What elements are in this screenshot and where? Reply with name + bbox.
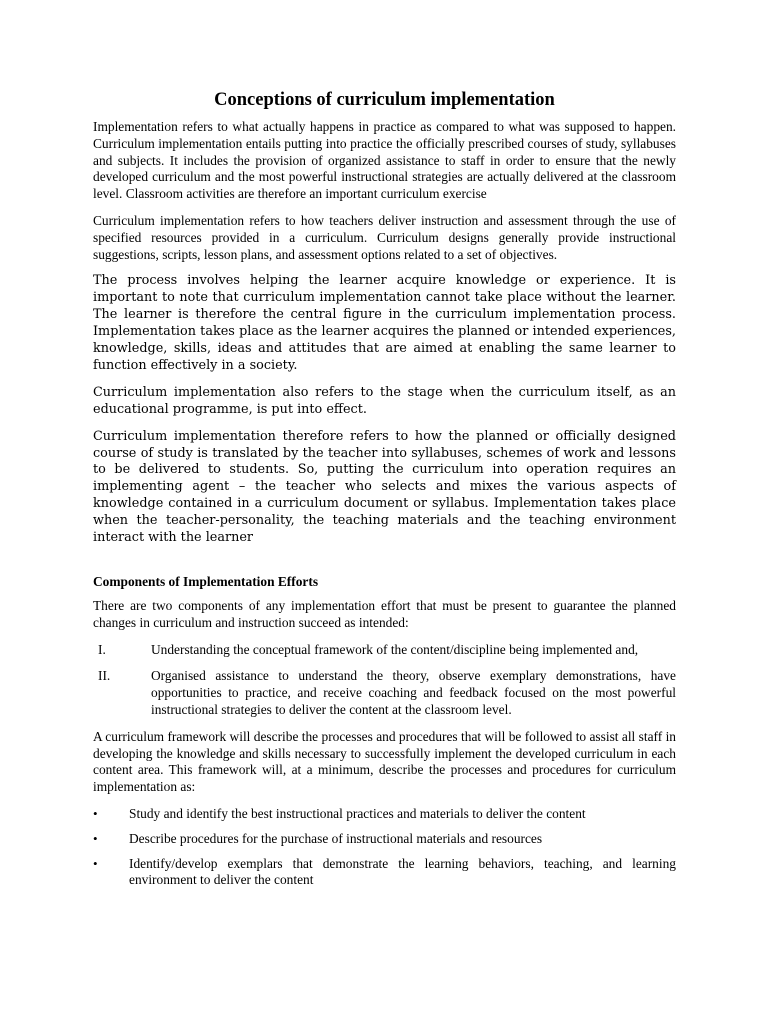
paragraph-stage: Curriculum implementation also refers to the stage when the curriculum itself, as an educational programme, is put into effect. <box>93 384 676 417</box>
list-item <box>93 668 676 718</box>
list-item-text: Organised assistance to understand the theory, observe exemplary demonstrations, have opportunities to practice, and receive coaching and feedback focused on the most powerful instructional strategies to deliver the content at the classroom level. <box>151 668 676 717</box>
paragraph-implementation-definition: Implementation refers to what actually happens in practice as compared to what was supposed to happen. Curriculum implementation entails putting into practice the officially prescribed courses of study, syllabuses and subjects. It includes the provision of organized assistance to staff in order to ensure that the newly developed curriculum and the most powerful instructional strategies are actually delivered at the classroom level. Classroom activities are therefore an important curriculum exercise <box>93 119 676 202</box>
section-heading: Components of Implementation Efforts <box>93 573 319 589</box>
bullet-item <box>93 806 676 823</box>
paragraph-learner-process: The process involves helping the learner acquire knowledge or experience. It is important to note that curriculum implementation cannot take place without the learner. The learner is therefore the central figure in the curriculum implementation process. Implementation takes place as the learner acquires the planned or intended experiences, knowledge, skills, ideas and attitudes that are aimed at enabling the same learner to function effectively in a society. <box>93 273 676 373</box>
bullet-item <box>93 831 676 848</box>
bullet-text: Study and identify the best instructional practices and materials to deliver the content <box>129 805 586 821</box>
list-item <box>93 642 676 659</box>
section-intro: There are two components of any implementation effort that must be present to guarantee the planned changes in curriculum and instruction succeed as intended: <box>93 597 676 630</box>
bullet-text: Identify/develop exemplars that demonstrate the learning behaviors, teaching, and learning environment to deliver the content <box>129 855 676 888</box>
bullet-item <box>93 856 676 890</box>
bullet-icon: • <box>93 830 98 846</box>
list-item-text: Understanding the conceptual framework of the content/discipline being implemented and, <box>151 641 639 657</box>
bullet-text: Describe procedures for the purchase of instructional materials and resources <box>129 830 543 846</box>
document-page <box>93 88 676 897</box>
bullet-icon: • <box>93 805 98 821</box>
paragraph-teacher-delivery: Curriculum implementation refers to how teachers deliver instruction and assessment through the use of specified resources provided in a curriculum. Curriculum designs generally provide instructional suggestions, scripts, lesson plans, and assessment options related to a set of objectives. <box>93 212 676 262</box>
list-item-number: II. <box>98 668 111 684</box>
list-item-number: I. <box>98 641 106 657</box>
paragraph-implementing-agent: Curriculum implementation therefore refers to how the planned or officially designed course of study is translated by the teacher into syllabuses, schemes of work and lessons to be delivered to students. So, putting the curriculum into operation requires an implementing agent – the teacher who selects and mixes the various aspects of knowledge contained in a curriculum document or syllabus. Implementation takes place when the teacher-personality, the teaching materials and the teaching environment interact with the learner <box>93 428 676 546</box>
bullet-icon: • <box>93 855 98 871</box>
paragraph-framework: A curriculum framework will describe the processes and procedures that will be followed to assist all staff in developing the knowledge and skills necessary to successfully implement the developed curriculum in each content area. This framework will, at a minimum, describe the processes and procedures for curriculum implementation as: <box>93 728 676 795</box>
page-title: Conceptions of curriculum implementation <box>214 90 555 110</box>
